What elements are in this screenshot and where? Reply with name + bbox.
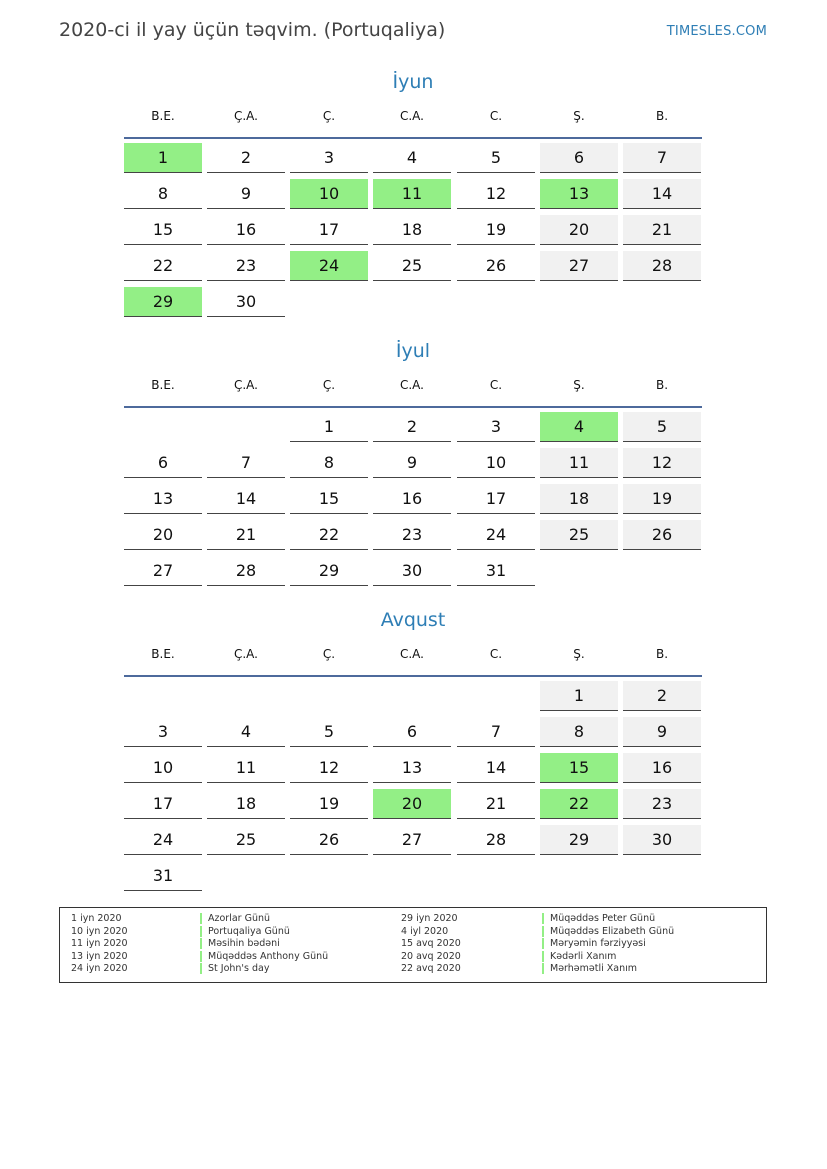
- weekday-label: B.: [655, 647, 669, 661]
- month-july: [124, 337, 702, 580]
- calendar-day: 15: [540, 753, 618, 783]
- weekday-header: [124, 105, 702, 139]
- calendar-day: 23: [207, 251, 285, 281]
- calendar-day: 25: [373, 251, 451, 281]
- calendar-day: 4: [373, 143, 451, 173]
- weekday-label: B.: [655, 109, 669, 123]
- calendar-day: 11: [373, 179, 451, 209]
- month-name: İyul: [395, 340, 431, 362]
- calendar-day: 5: [623, 412, 701, 442]
- calendar-day: 15: [124, 215, 202, 245]
- legend-date: 15 avq 2020: [401, 938, 461, 949]
- legend-date: 24 iyn 2020: [71, 963, 128, 974]
- weekday-label: Ç.A.: [233, 109, 258, 123]
- calendar-day: 7: [623, 143, 701, 173]
- calendar-day: 28: [457, 825, 535, 855]
- calendar-day: 29: [290, 556, 368, 586]
- calendar-day: 17: [124, 789, 202, 819]
- weekday-label: C.A.: [399, 109, 424, 123]
- calendar-day: 10: [457, 448, 535, 478]
- calendar-day: 18: [540, 484, 618, 514]
- calendar-day: 21: [623, 215, 701, 245]
- calendar-day: 12: [290, 753, 368, 783]
- calendar-day: 30: [207, 287, 285, 317]
- calendar-day: 23: [623, 789, 701, 819]
- holiday-legend: [59, 907, 767, 983]
- legend-holiday-name: Mərhəmətli Xanım: [542, 963, 637, 974]
- month-name: Avqust: [380, 609, 446, 631]
- calendar-day: 6: [373, 717, 451, 747]
- calendar-day: 24: [124, 825, 202, 855]
- legend-holiday-name: Müqəddəs Elizabeth Günü: [542, 926, 674, 937]
- weekday-label: Ç.: [322, 109, 336, 123]
- calendar-day: 28: [207, 556, 285, 586]
- calendar-day: 4: [540, 412, 618, 442]
- weekday-label: C.A.: [399, 378, 424, 392]
- weekday-label: Ş.: [573, 647, 585, 661]
- calendar-day: 29: [124, 287, 202, 317]
- calendar-day: 16: [623, 753, 701, 783]
- calendar-day: 4: [207, 717, 285, 747]
- calendar-day: 6: [124, 448, 202, 478]
- month-name: İyun: [392, 71, 434, 93]
- calendar-day: 28: [623, 251, 701, 281]
- calendar-day: 9: [207, 179, 285, 209]
- calendar-day: 20: [124, 520, 202, 550]
- month-june: [124, 68, 702, 311]
- calendar-day: 7: [207, 448, 285, 478]
- calendar-day: 6: [540, 143, 618, 173]
- calendar-day: 30: [623, 825, 701, 855]
- calendar-day: 3: [124, 717, 202, 747]
- calendar-day: 16: [373, 484, 451, 514]
- calendar-day: 14: [457, 753, 535, 783]
- legend-date: 22 avq 2020: [401, 963, 461, 974]
- calendar-day: 5: [457, 143, 535, 173]
- calendar-day: 9: [373, 448, 451, 478]
- calendar-day: 14: [207, 484, 285, 514]
- weekday-label: Ç.: [322, 647, 336, 661]
- calendar-day: 1: [290, 412, 368, 442]
- calendar-day: 25: [540, 520, 618, 550]
- calendar-day: 20: [373, 789, 451, 819]
- legend-holiday-name: Azorlar Günü: [200, 913, 270, 924]
- weekday-label: B.E.: [151, 647, 175, 661]
- calendar-day: 30: [373, 556, 451, 586]
- calendar-day: 22: [290, 520, 368, 550]
- brand-link[interactable]: TIMESLES.COM: [666, 24, 767, 39]
- calendar-day: 11: [540, 448, 618, 478]
- legend-holiday-name: Portuqaliya Günü: [200, 926, 290, 937]
- calendar-day: 22: [540, 789, 618, 819]
- calendar-day: 2: [623, 681, 701, 711]
- calendar-day: 25: [207, 825, 285, 855]
- calendar-day: 26: [290, 825, 368, 855]
- calendar-day: 17: [457, 484, 535, 514]
- weekday-header: [124, 643, 702, 677]
- calendar-day: 21: [457, 789, 535, 819]
- calendar-day: 9: [623, 717, 701, 747]
- legend-date: 20 avq 2020: [401, 950, 461, 962]
- calendar-day: 13: [540, 179, 618, 209]
- calendar-day: 18: [207, 789, 285, 819]
- calendar-day: 3: [290, 143, 368, 173]
- calendar-day: 16: [207, 215, 285, 245]
- calendar-day: 8: [124, 179, 202, 209]
- calendar-day: 21: [207, 520, 285, 550]
- calendar-day: 11: [207, 753, 285, 783]
- page-title: 2020-ci il yay üçün təqvim. (Portuqaliya): [59, 19, 446, 41]
- weekday-label: Ç.A.: [233, 378, 258, 392]
- calendar-day: 10: [290, 179, 368, 209]
- calendar-day: 10: [124, 753, 202, 783]
- weekday-header: [124, 374, 702, 408]
- calendar-day: 18: [373, 215, 451, 245]
- weekday-label: B.: [655, 378, 669, 392]
- weekday-label: C.: [489, 647, 503, 661]
- legend-date: 4 iyl 2020: [401, 925, 449, 937]
- calendar-day: 12: [457, 179, 535, 209]
- calendar-day: 7: [457, 717, 535, 747]
- legend-holiday-name: Müqəddəs Peter Günü: [542, 913, 655, 924]
- calendar-day: 13: [373, 753, 451, 783]
- calendar-day: 27: [124, 556, 202, 586]
- calendar-day: 24: [290, 251, 368, 281]
- weekday-label: C.: [489, 378, 503, 392]
- calendar-day: 2: [373, 412, 451, 442]
- weekday-label: Ş.: [573, 109, 585, 123]
- legend-date: 11 iyn 2020: [71, 938, 128, 949]
- calendar-day: 3: [457, 412, 535, 442]
- legend-holiday-name: Məryəmin fərziyyəsi: [542, 938, 646, 949]
- calendar-day: 19: [290, 789, 368, 819]
- weekday-label: B.E.: [151, 109, 175, 123]
- legend-holiday-name: Kədərli Xanım: [542, 951, 616, 962]
- month-august: [124, 606, 702, 885]
- weekday-label: B.E.: [151, 378, 175, 392]
- weekday-label: C.A.: [399, 647, 424, 661]
- calendar-day: 26: [623, 520, 701, 550]
- calendar-day: 15: [290, 484, 368, 514]
- legend-date: 29 iyn 2020: [401, 913, 458, 924]
- calendar-day: 26: [457, 251, 535, 281]
- calendar-day: 24: [457, 520, 535, 550]
- legend-holiday-name: St John's day: [200, 963, 270, 974]
- calendar-day: 20: [540, 215, 618, 245]
- legend-holiday-name: Müqəddəs Anthony Günü: [200, 951, 328, 962]
- weekday-label: C.: [489, 109, 503, 123]
- calendar-day: 19: [457, 215, 535, 245]
- calendar-day: 19: [623, 484, 701, 514]
- calendar-day: 22: [124, 251, 202, 281]
- calendar-day: 29: [540, 825, 618, 855]
- calendar-day: 31: [457, 556, 535, 586]
- calendar-day: 27: [540, 251, 618, 281]
- calendar-day: 12: [623, 448, 701, 478]
- legend-date: 1 iyn 2020: [71, 913, 122, 924]
- legend-date: 10 iyn 2020: [71, 925, 128, 937]
- legend-holiday-name: Məsihin bədəni: [200, 938, 280, 949]
- calendar-day: 23: [373, 520, 451, 550]
- calendar-day: 1: [540, 681, 618, 711]
- weekday-label: Ç.A.: [233, 647, 258, 661]
- calendar-day: 5: [290, 717, 368, 747]
- calendar-day: 17: [290, 215, 368, 245]
- calendar-day: 1: [124, 143, 202, 173]
- legend-date: 13 iyn 2020: [71, 950, 128, 962]
- calendar-day: 13: [124, 484, 202, 514]
- calendar-day: 2: [207, 143, 285, 173]
- weekday-label: Ş.: [573, 378, 585, 392]
- calendar-day: 27: [373, 825, 451, 855]
- weekday-label: Ç.: [322, 378, 336, 392]
- calendar-day: 31: [124, 861, 202, 891]
- calendar-day: 8: [540, 717, 618, 747]
- calendar-day: 14: [623, 179, 701, 209]
- calendar-day: 8: [290, 448, 368, 478]
